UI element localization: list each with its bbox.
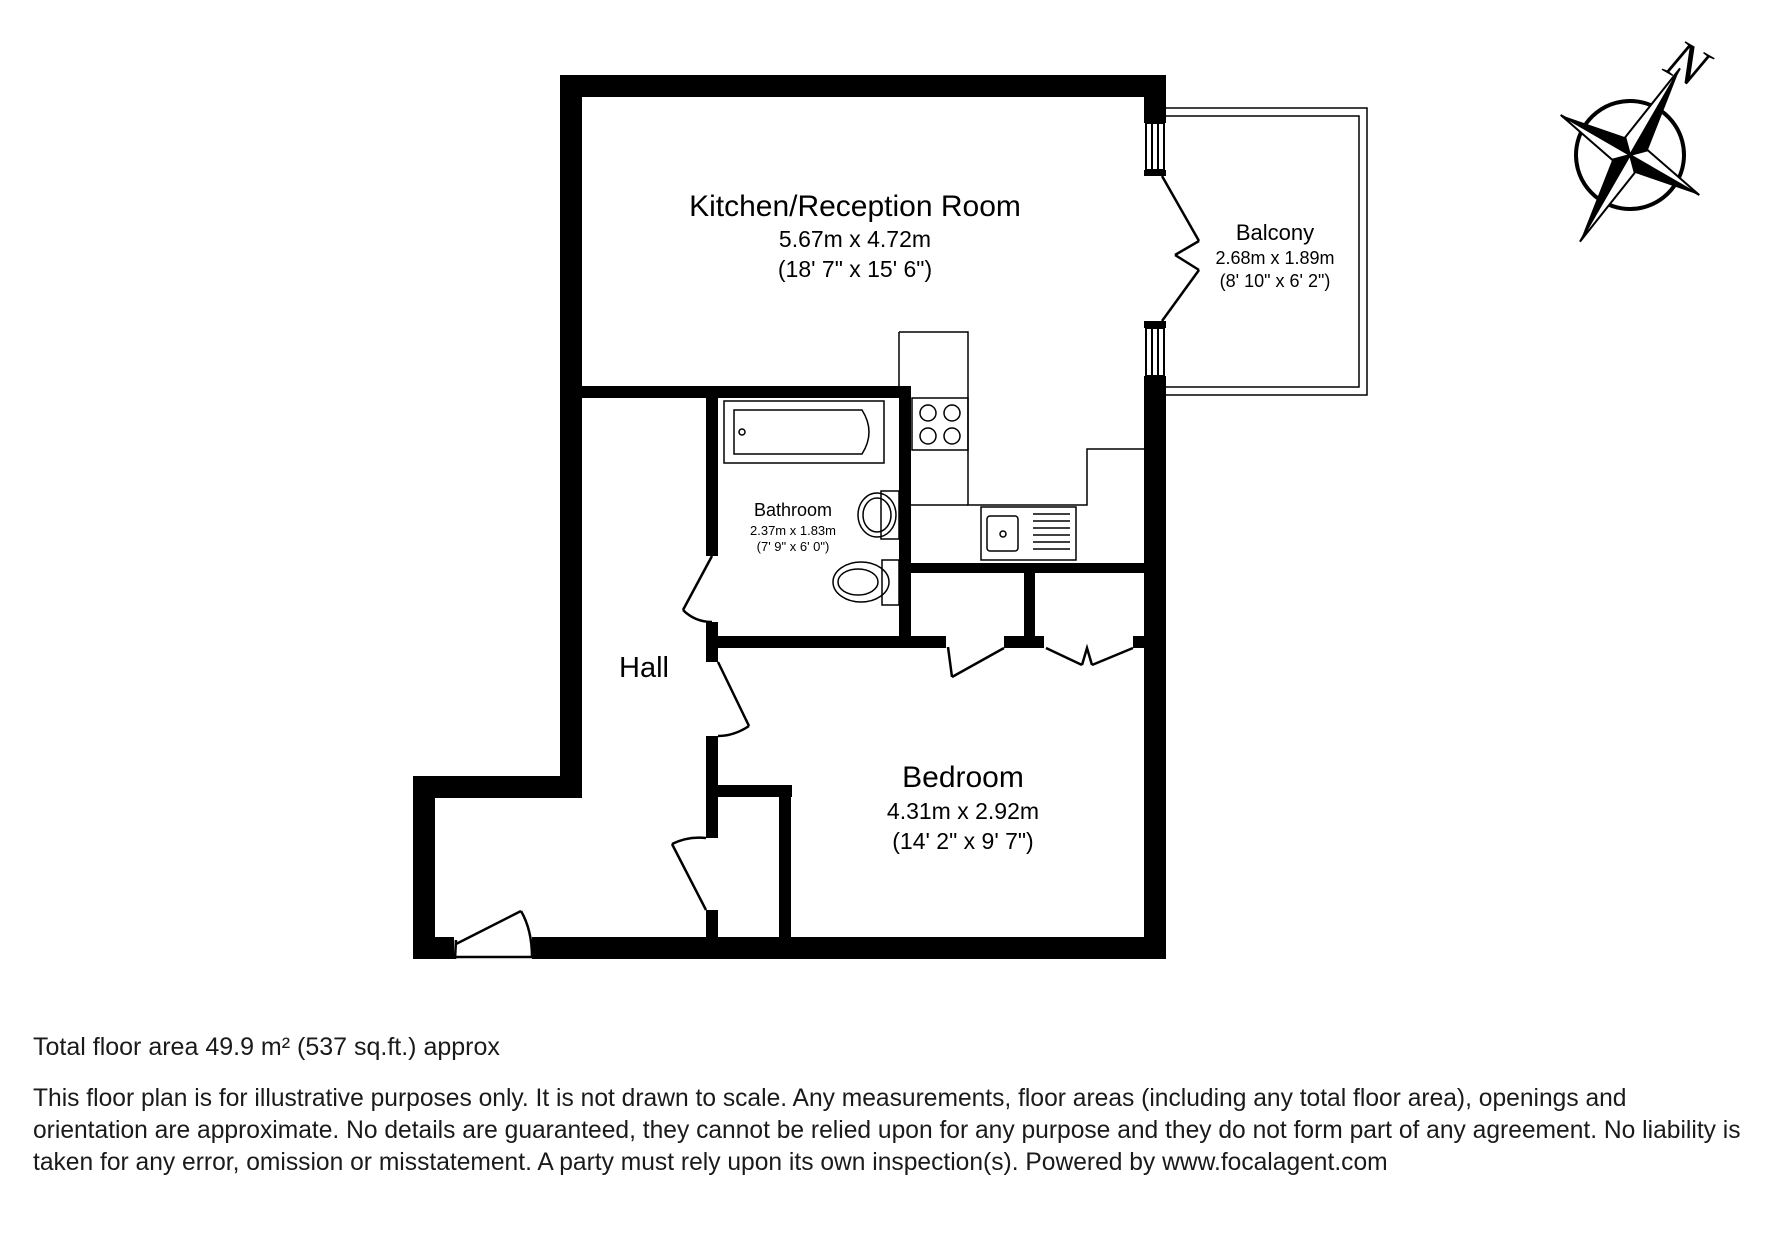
bedroom-name: Bedroom: [902, 761, 1024, 794]
kitchen-name: Kitchen/Reception Room: [689, 190, 1021, 223]
cupboard-door: [672, 838, 706, 910]
entrance-door: [454, 911, 532, 959]
bathroom-imperial: (7' 9" x 6' 0"): [756, 539, 830, 554]
balcony-door: [1162, 176, 1199, 321]
room-labels: [619, 190, 1335, 854]
wardrobe-door-right: [1046, 648, 1133, 665]
hall-name: Hall: [619, 652, 669, 684]
compass-north-label: N: [1655, 27, 1719, 100]
balcony-imperial: (8' 10" x 6' 2"): [1219, 271, 1331, 291]
toilet-icon: [833, 560, 899, 605]
bathroom-name: Bathroom: [753, 500, 833, 520]
bathroom-door: [683, 556, 712, 622]
sink-icon: [981, 507, 1076, 560]
balcony-name: Balcony: [1235, 220, 1315, 245]
kitchen-units: [899, 332, 1144, 505]
total-floor-area: Total floor area 49.9 m² (537 sq.ft.) approx: [33, 1033, 500, 1061]
bedroom-imperial: (14' 2" x 9' 7"): [892, 828, 1034, 854]
window-upper: [1146, 123, 1164, 170]
hob-icon: [912, 398, 968, 450]
compass-rose-icon: [1511, 28, 1750, 281]
balcony-metric: 2.68m x 1.89m: [1215, 248, 1335, 268]
windows: [1146, 123, 1164, 376]
wardrobe-door-left: [948, 647, 1004, 677]
bathtub-icon: [724, 401, 884, 463]
bathroom-metric: 2.37m x 1.83m: [750, 523, 836, 538]
kitchen-imperial: (18' 7" x 15' 6"): [777, 256, 933, 282]
basin-icon: [858, 491, 899, 539]
disclaimer-text: This floor plan is for illustrative purposes only. It is not drawn to scale. Any measurements, floor areas (including any total floor area), openings and orientation are approximate. No details are guaranteed, they cannot be relied upon for any purpose and they do not form part of any agreement. No liability is taken for any error, omission or misstatement. A party must rely upon its own inspection(s). Powered by www.focalagent.com: [33, 1085, 1741, 1176]
bedroom-door: [718, 662, 749, 736]
kitchen-metric: 5.67m x 4.72m: [778, 226, 932, 252]
bedroom-metric: 4.31m x 2.92m: [886, 798, 1040, 824]
window-lower: [1146, 328, 1164, 376]
